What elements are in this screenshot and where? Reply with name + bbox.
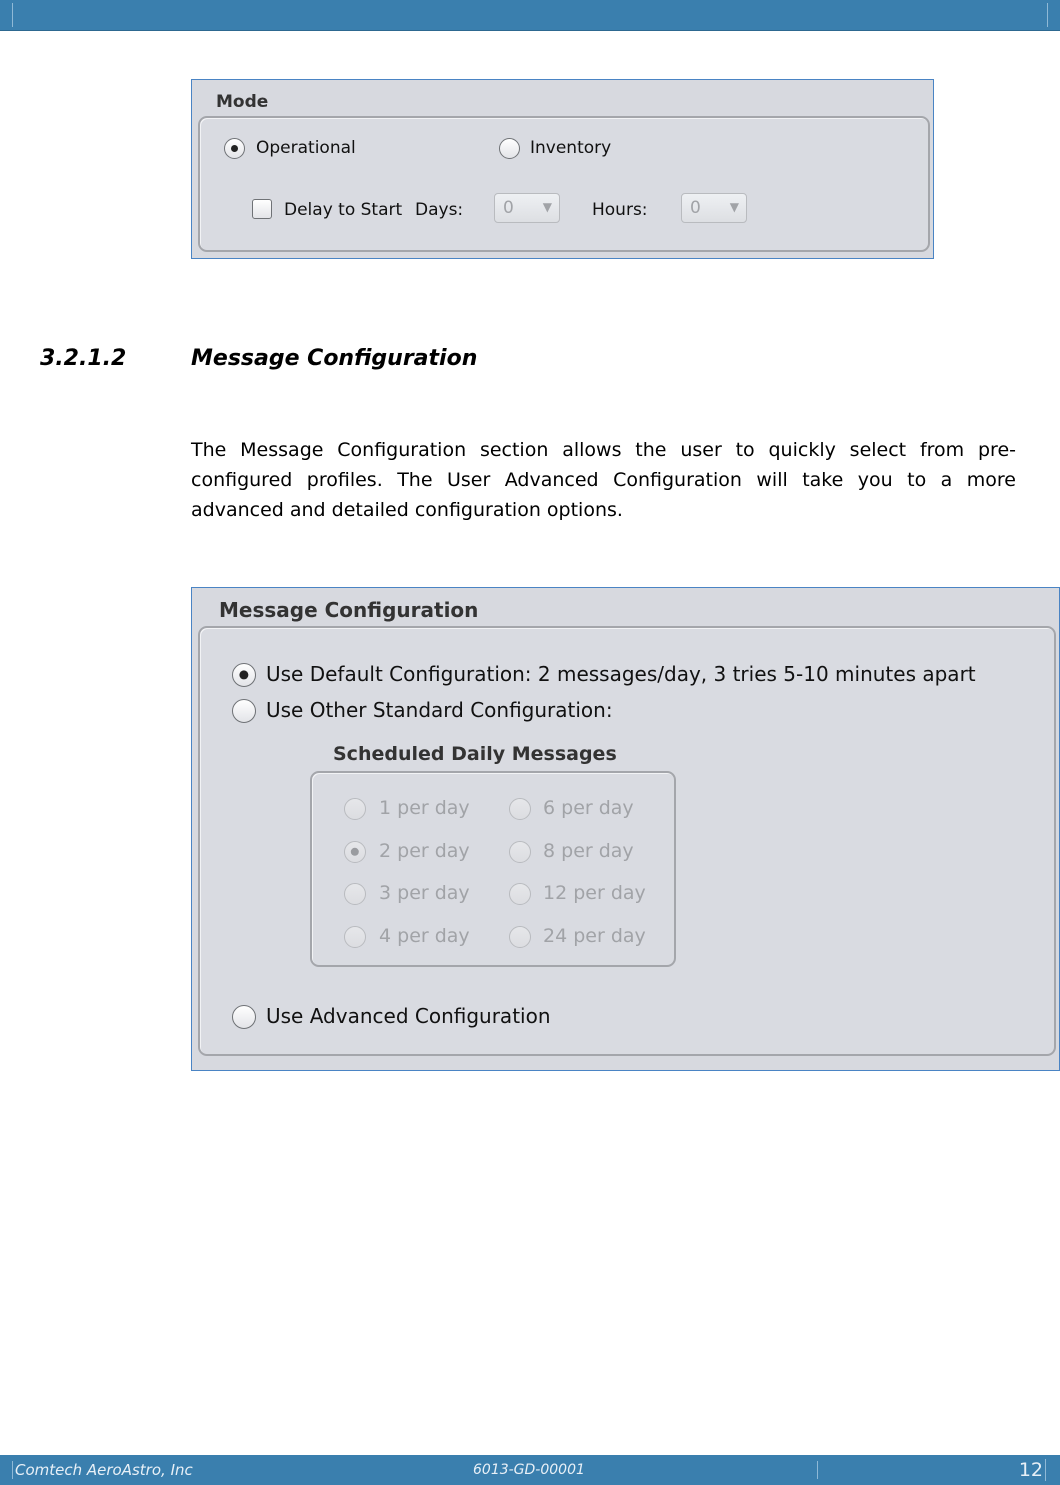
hours-select[interactable] [681,193,747,223]
chevron-down-icon: ▼ [729,200,739,214]
other-standard-config-radio[interactable] [232,699,256,723]
default-config-radio[interactable] [232,663,256,687]
days-value: 0 [503,198,514,218]
option-1-per-day-label[interactable]: 1 per day [379,797,470,819]
advanced-config-radio[interactable] [232,1005,256,1029]
message-config-panel [191,587,1060,1071]
operational-label[interactable]: Operational [256,138,356,158]
hours-label: Hours: [592,200,648,220]
section-body: The Message Configuration section allows the user to quickly select from pre-configured profiles. The User Advanced Configuration will take you to a more advanced and detailed configuration options. [191,439,1016,521]
option-4-per-day-radio[interactable] [344,926,366,948]
footer-doc-number: 6013-GD-00001 [473,1462,585,1478]
option-12-per-day-radio[interactable] [509,883,531,905]
delay-to-start-checkbox[interactable] [252,199,272,219]
option-1-per-day-radio[interactable] [344,798,366,820]
option-8-per-day-label[interactable]: 8 per day [543,840,634,862]
section-number: 3.2.1.2 [40,346,127,371]
mode-title: Mode [216,92,269,112]
option-12-per-day-label[interactable]: 12 per day [543,882,646,904]
inventory-label[interactable]: Inventory [530,138,612,158]
footer-divider [817,1461,818,1479]
option-24-per-day-label[interactable]: 24 per day [543,925,646,947]
hours-value: 0 [690,198,701,218]
default-config-label[interactable]: Use Default Configuration: 2 messages/day, 3 tries 5-10 minutes apart [266,662,976,686]
option-4-per-day-label[interactable]: 4 per day [379,925,470,947]
option-2-per-day-label[interactable]: 2 per day [379,840,470,862]
advanced-config-label[interactable]: Use Advanced Configuration [266,1004,551,1028]
option-6-per-day-label[interactable]: 6 per day [543,797,634,819]
footer-company: Comtech AeroAstro, Inc [12,1461,193,1479]
mode-panel [191,79,934,259]
option-8-per-day-radio[interactable] [509,841,531,863]
inventory-radio[interactable] [499,138,520,159]
header-band [0,0,1060,31]
mode-group-box [198,116,930,252]
message-config-title: Message Configuration [219,598,479,622]
option-2-per-day-radio[interactable] [344,841,366,863]
other-standard-config-label[interactable]: Use Other Standard Configuration: [266,698,613,722]
chevron-down-icon: ▼ [542,200,552,214]
scheduled-daily-title: Scheduled Daily Messages [333,743,617,765]
delay-to-start-label[interactable]: Delay to Start [284,200,403,220]
option-6-per-day-radio[interactable] [509,798,531,820]
option-3-per-day-label[interactable]: 3 per day [379,882,470,904]
option-3-per-day-radio[interactable] [344,883,366,905]
operational-radio[interactable] [224,138,245,159]
option-24-per-day-radio[interactable] [509,926,531,948]
section-title: Message Configuration [191,346,478,371]
footer-page-number: 12 [1019,1459,1046,1481]
days-label: Days: [415,200,464,220]
days-select[interactable] [494,193,560,223]
footer-band [0,1455,1060,1485]
